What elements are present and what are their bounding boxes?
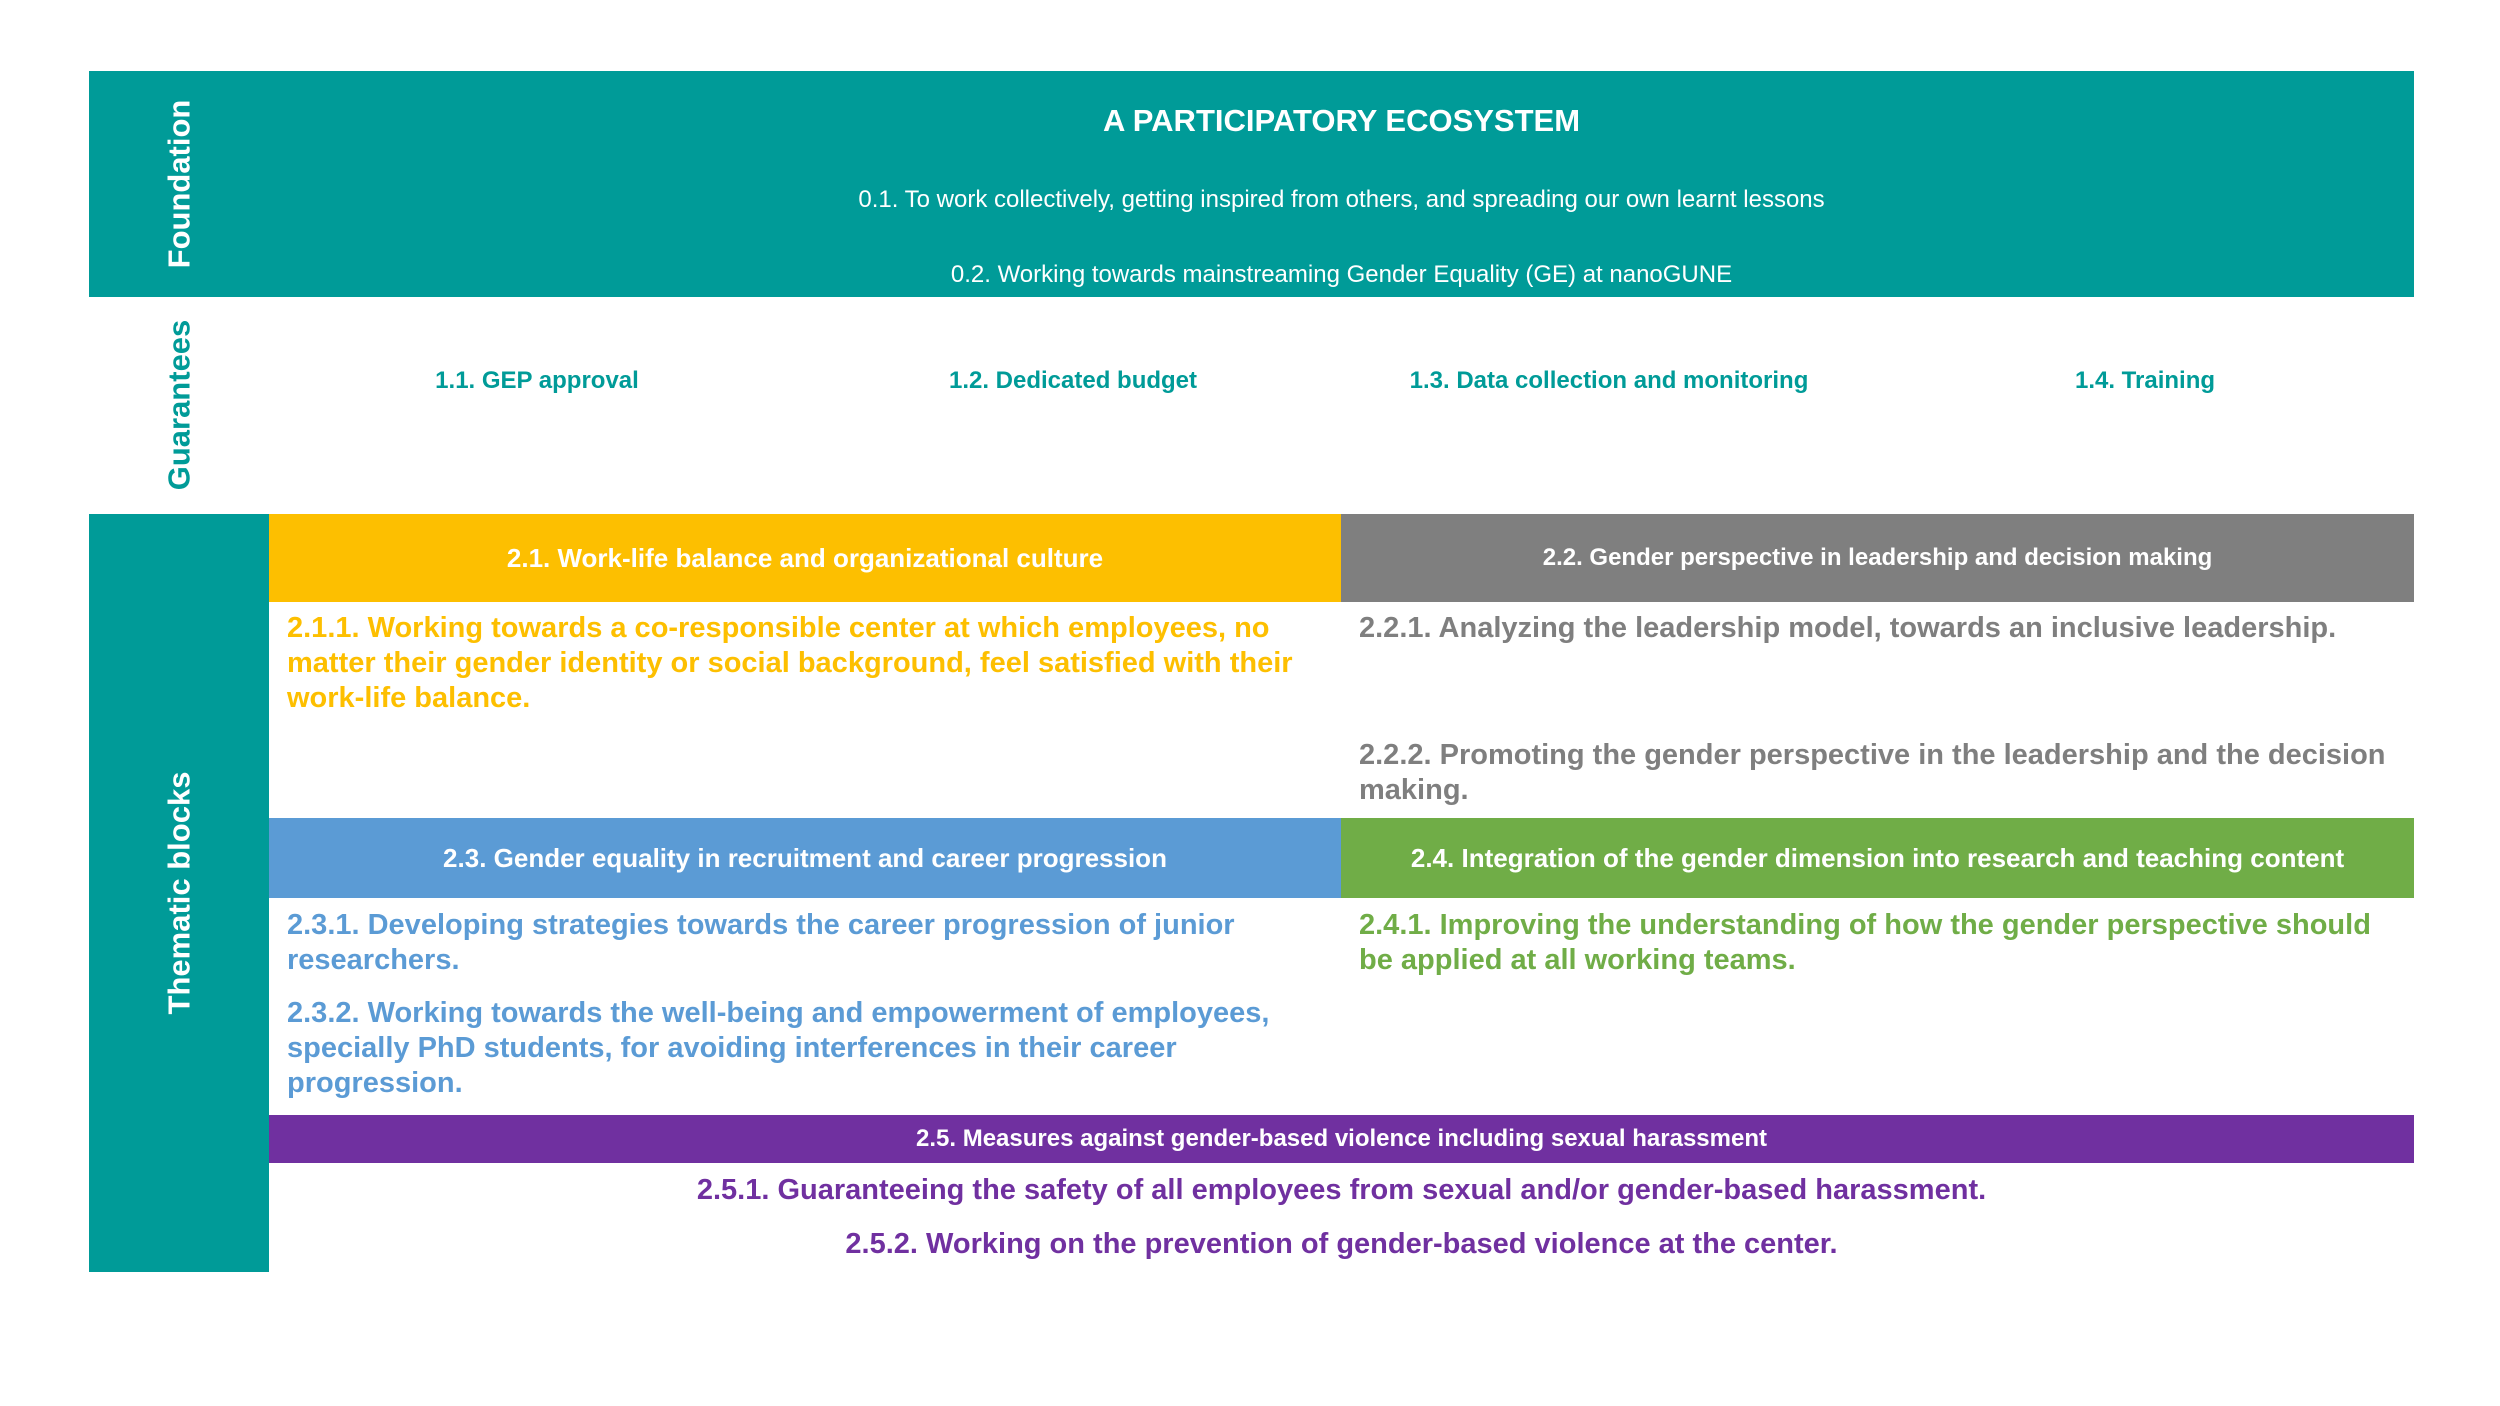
- guarantee-item-1-1: 1.1. GEP approval: [435, 367, 639, 394]
- thematic-blocks-label-text: Thematic blocks: [161, 771, 197, 1015]
- block-2-4-header-text: 2.4. Integration of the gender dimension into research and teaching content: [1410, 842, 2345, 873]
- thematic-blocks-label: [89, 514, 269, 1272]
- foundation-item-0-2: 0.2. Working towards mainstreaming Gender Equality (GE) at nanoGUNE: [950, 261, 1733, 288]
- block-2-5-header-text: 2.5. Measures against gender-based violence including sexual harassment: [916, 1125, 1767, 1152]
- block-2-1-header: [269, 514, 1341, 602]
- block-2-2-item-2: 2.2.2. Promoting the gender perspective in the leadership and the decision making.: [1359, 739, 2386, 806]
- block-2-4-header: [1341, 818, 2414, 898]
- block-2-3-item-1: 2.3.1. Developing strategies towards the career progression of junior researchers.: [287, 909, 1235, 976]
- guarantee-item-1-3: 1.3. Data collection and monitoring: [1409, 367, 1809, 394]
- foundation-label-text: Foundation: [160, 99, 196, 269]
- block-2-4-item-1: 2.4.1. Improving the understanding of how the gender perspective should be applied at all working teams.: [1359, 909, 2371, 976]
- block-2-5-item-2: 2.5.2. Working on the prevention of gender-based violence at the center.: [845, 1228, 1838, 1260]
- block-2-3-header: [269, 818, 1341, 898]
- block-2-5-header: [269, 1115, 2414, 1163]
- block-2-1-item-1: 2.1.1. Working towards a co-responsible center at which employees, no matter their gender identity or social background, feel satisfied with their work-life balance.: [287, 612, 1293, 714]
- guarantee-item-1-2: 1.2. Dedicated budget: [948, 367, 1198, 394]
- foundation-item-0-1: 0.1. To work collectively, getting inspired from others, and spreading our own learnt lessons: [858, 186, 1825, 213]
- guarantees-label: [89, 297, 269, 512]
- block-2-3-header-text: 2.3. Gender equality in recruitment and career progression: [443, 842, 1167, 873]
- block-2-1-header-text: 2.1. Work-life balance and organizational culture: [506, 542, 1104, 573]
- foundation-label: [89, 71, 269, 297]
- guarantees-label-text: Guarantees: [160, 319, 196, 490]
- block-2-3-item-2: 2.3.2. Working towards the well-being and empowerment of employees, specially PhD students, for avoiding interferences in their career progression.: [287, 997, 1270, 1099]
- block-2-2-header-text: 2.2. Gender perspective in leadership and decision making: [1542, 544, 2213, 571]
- block-2-5-item-1: 2.5.1. Guaranteeing the safety of all employees from sexual and/or gender-based harassment.: [696, 1174, 1987, 1206]
- block-2-2-item-1: 2.2.1. Analyzing the leadership model, towards an inclusive leadership.: [1359, 612, 2337, 644]
- foundation-title: A PARTICIPATORY ECOSYSTEM: [1102, 103, 1581, 138]
- block-2-2-header: [1341, 514, 2414, 602]
- guarantee-item-1-4: 1.4. Training: [2074, 367, 2216, 394]
